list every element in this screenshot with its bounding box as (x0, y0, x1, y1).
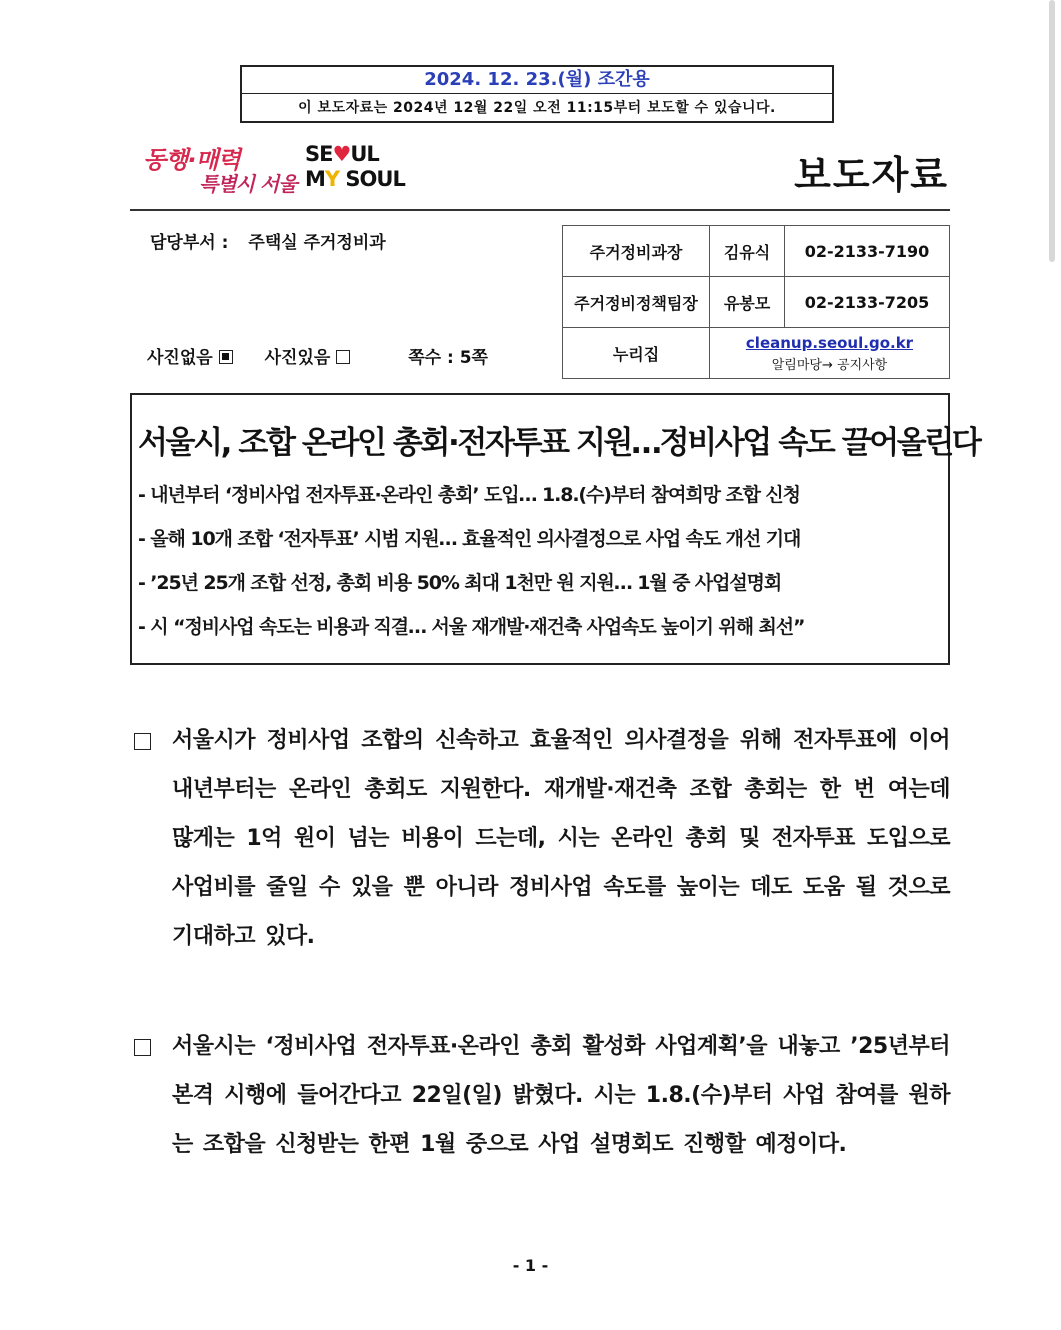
contact-row (563, 226, 950, 277)
embargo-notice: 이 보도자료는 2024년 12월 22일 오전 11:15부터 보도할 수 있습니다. (298, 100, 776, 116)
contact-phone: 02-2133-7205 (785, 277, 950, 328)
has-photo-option (265, 348, 351, 368)
homepage-label: 누리집 (563, 328, 710, 379)
homepage-link[interactable]: cleanup.seoul.go.kr (745, 333, 914, 352)
contact-row (563, 277, 950, 328)
list-item: - ’25년 25개 조합 선정, 총회 비용 50% 최대 1천만 원 지원… 1월 중 사업설명회 (138, 572, 782, 594)
seoul-logo-y: Y (324, 167, 340, 191)
body-paragraph (134, 716, 950, 961)
document-type-title: 보도자료 (794, 153, 949, 197)
seoul-logo-text: UL (350, 142, 379, 166)
no-photo-option (147, 348, 233, 368)
photo-info (147, 343, 488, 368)
homepage-row (563, 328, 950, 379)
contact-phone: 02-2133-7190 (785, 226, 950, 277)
list-item: - 시 “정비사업 속도는 비용과 직결… 서울 재개발·재건축 사업속도 높이기 위해 최선” (138, 616, 805, 638)
slogan-line2: 특별시 서울 (199, 172, 297, 196)
contact-name: 김유식 (710, 226, 785, 277)
contact-table (562, 225, 950, 379)
seoul-logo-text: SE (305, 142, 333, 166)
slogan-line1: 동행·매력 (143, 146, 240, 174)
contact-name: 유봉모 (710, 277, 785, 328)
seoul-logo-text: SOUL (339, 167, 405, 191)
list-item: - 올해 10개 조합 ‘전자투표’ 시범 지원… 효율적인 의사결정으로 사업 속도 개선 기대 (138, 528, 801, 550)
seoul-my-soul-logo (305, 142, 405, 194)
headline-title: 서울시, 조합 온라인 총회·전자투표 지원…정비사업 속도 끌어올린다 (138, 425, 980, 461)
slogan-logo (143, 140, 297, 200)
checked-box-icon (219, 350, 233, 364)
square-bullet-icon (134, 1039, 151, 1056)
embargo-date: 2024. 12. 23.(월) 조간용 (242, 67, 832, 94)
header-divider (130, 209, 950, 211)
empty-box-icon (336, 350, 350, 364)
list-item: - 내년부터 ‘정비사업 전자투표·온라인 총회’ 도입… 1.8.(수)부터 참여희망 조합 신청 (138, 484, 800, 506)
page-count: 쪽수 : 5쪽 (408, 348, 488, 368)
heart-icon: ♥ (332, 142, 351, 166)
department-value: 주택실 주거정비과 (248, 233, 386, 253)
paragraph-text: 서울시는 ‘정비사업 전자투표·온라인 총회 활성화 사업계획’을 내놓고 ’25년부터 본격 시행에 들어간다고 22일(일) 밝혔다. 시는 1.8.(수)부터 사업 참여를 원하는 조합을 신청받는 한편 1월 중으로 사업 설명회도 진행할 예정이다. (172, 1034, 950, 1157)
headline-box (130, 393, 980, 665)
page-number: - 1 - (512, 1256, 549, 1275)
has-photo-label: 사진있음 (264, 348, 331, 368)
contact-role: 주거정비과장 (563, 226, 710, 277)
contact-role: 주거정비정책팀장 (563, 277, 710, 328)
embargo-box (240, 65, 834, 123)
seoul-logo-row2 (305, 167, 405, 192)
seoul-logo-text: M (305, 167, 325, 191)
department-label: 담당부서 : (150, 233, 229, 253)
headline-bullets (138, 473, 942, 649)
homepage-path: 알림마당→ 공지사항 (771, 357, 888, 373)
square-bullet-icon (134, 733, 151, 750)
homepage-cell (710, 328, 950, 379)
body-paragraph (134, 1022, 950, 1169)
no-photo-label: 사진없음 (147, 348, 213, 368)
paragraph-text: 서울시가 정비사업 조합의 신속하고 효율적인 의사결정을 위해 전자투표에 이어 내년부터는 온라인 총회도 지원한다. 재개발·재건축 조합 총회는 한 번 여는데 많게는 1억 원이 넘는 비용이 드는데, 시는 온라인 총회 및 전자투표 도입으로 사업비를 줄일 수 있을 뿐 아니라 정비사업 속도를 높이는 데도 도움 될 것으로 기대하고 있다. (172, 728, 950, 949)
scrollbar[interactable] (1049, 0, 1055, 262)
department-info (150, 228, 386, 253)
seoul-logo-row1 (305, 142, 385, 167)
